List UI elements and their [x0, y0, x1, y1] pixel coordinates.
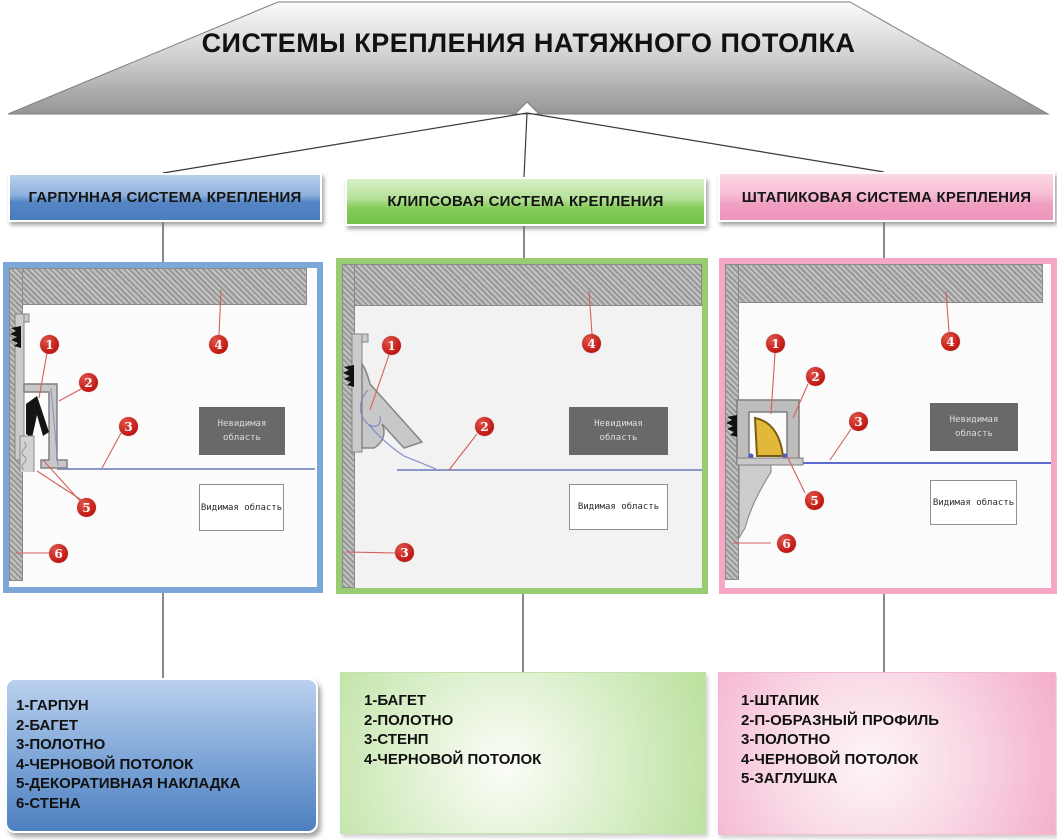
marker-4: 4	[209, 335, 228, 354]
legend-item: 4-ЧЕРНОВОЙ ПОТОЛОК	[16, 755, 194, 773]
marker-1: 1	[382, 336, 401, 355]
header-clip-system	[345, 177, 706, 226]
legend-item: 5-ДЕКОРАТИВНАЯ НАКЛАДКА	[16, 775, 241, 792]
marker-2: 2	[475, 417, 494, 436]
hidden-area-box: Невидимая область	[199, 407, 285, 455]
diagram-panel-harpoon	[3, 262, 323, 593]
marker-4: 4	[941, 332, 960, 351]
marker-5: 5	[77, 498, 96, 517]
legend-item: 3-СТЕНП	[364, 731, 429, 748]
marker-6: 6	[777, 534, 796, 553]
header-harpoon-label: ГАРПУННАЯ СИСТЕМА КРЕПЛЕНИЯ	[28, 189, 302, 206]
legend-item: 3-ПОЛОТНО	[16, 736, 106, 753]
page-title: СИСТЕМЫ КРЕПЛЕНИЯ НАТЯЖНОГО ПОТОЛКА	[201, 28, 856, 58]
legend-item: 4-ЧЕРНОВОЙ ПОТОЛОК	[741, 750, 919, 768]
legend-item: 2-П-ОБРАЗНЫЙ ПРОФИЛЬ	[741, 711, 940, 729]
leader-lines	[342, 264, 702, 588]
marker-3: 3	[119, 417, 138, 436]
marker-3: 3	[849, 412, 868, 431]
hidden-area-box: Невидимая область	[930, 403, 1018, 451]
legend-harpoon	[5, 678, 318, 833]
visible-area-box: Видимая область	[199, 484, 284, 531]
legend-item: 5-ЗАГЛУШКА	[741, 770, 838, 787]
marker-6: 6	[49, 544, 68, 563]
marker-5: 5	[805, 491, 824, 510]
header-clip-label: КЛИПСОВАЯ СИСТЕМА КРЕПЛЕНИЯ	[387, 193, 664, 210]
legend-item: 3-ПОЛОТНО	[741, 731, 831, 748]
legend-bead	[718, 672, 1056, 835]
hidden-area-box: Невидимая область	[569, 407, 668, 455]
marker-1: 1	[766, 334, 785, 353]
legend-item: 1-БАГЕТ	[364, 692, 427, 709]
legend-item: 2-ПОЛОТНО	[364, 711, 454, 729]
marker-4: 4	[582, 334, 601, 353]
leader-lines	[9, 268, 317, 587]
marker-2: 2	[806, 367, 825, 386]
legend-item: 6-СТЕНА	[16, 794, 81, 812]
legend-item: 1-ГАРПУН	[16, 697, 89, 714]
visible-area-box: Видимая область	[930, 480, 1017, 525]
legend-clip	[340, 672, 706, 834]
header-bead-system	[718, 172, 1055, 222]
visible-area-box: Видимая область	[569, 484, 668, 530]
marker-2: 2	[79, 373, 98, 392]
marker-3: 3	[395, 543, 414, 562]
diagram-panel-clip	[336, 258, 708, 594]
legend-item: 2-БАГЕТ	[16, 716, 79, 734]
leader-lines	[725, 264, 1051, 588]
legend-item: 4-ЧЕРНОВОЙ ПОТОЛОК	[364, 750, 542, 768]
header-bead-label: ШТАПИКОВАЯ СИСТЕМА КРЕПЛЕНИЯ	[741, 188, 1032, 206]
header-harpoon-system	[8, 173, 322, 222]
marker-1: 1	[40, 335, 59, 354]
legend-item: 1-ШТАПИК	[741, 692, 819, 709]
diagram-panel-bead	[719, 258, 1057, 594]
